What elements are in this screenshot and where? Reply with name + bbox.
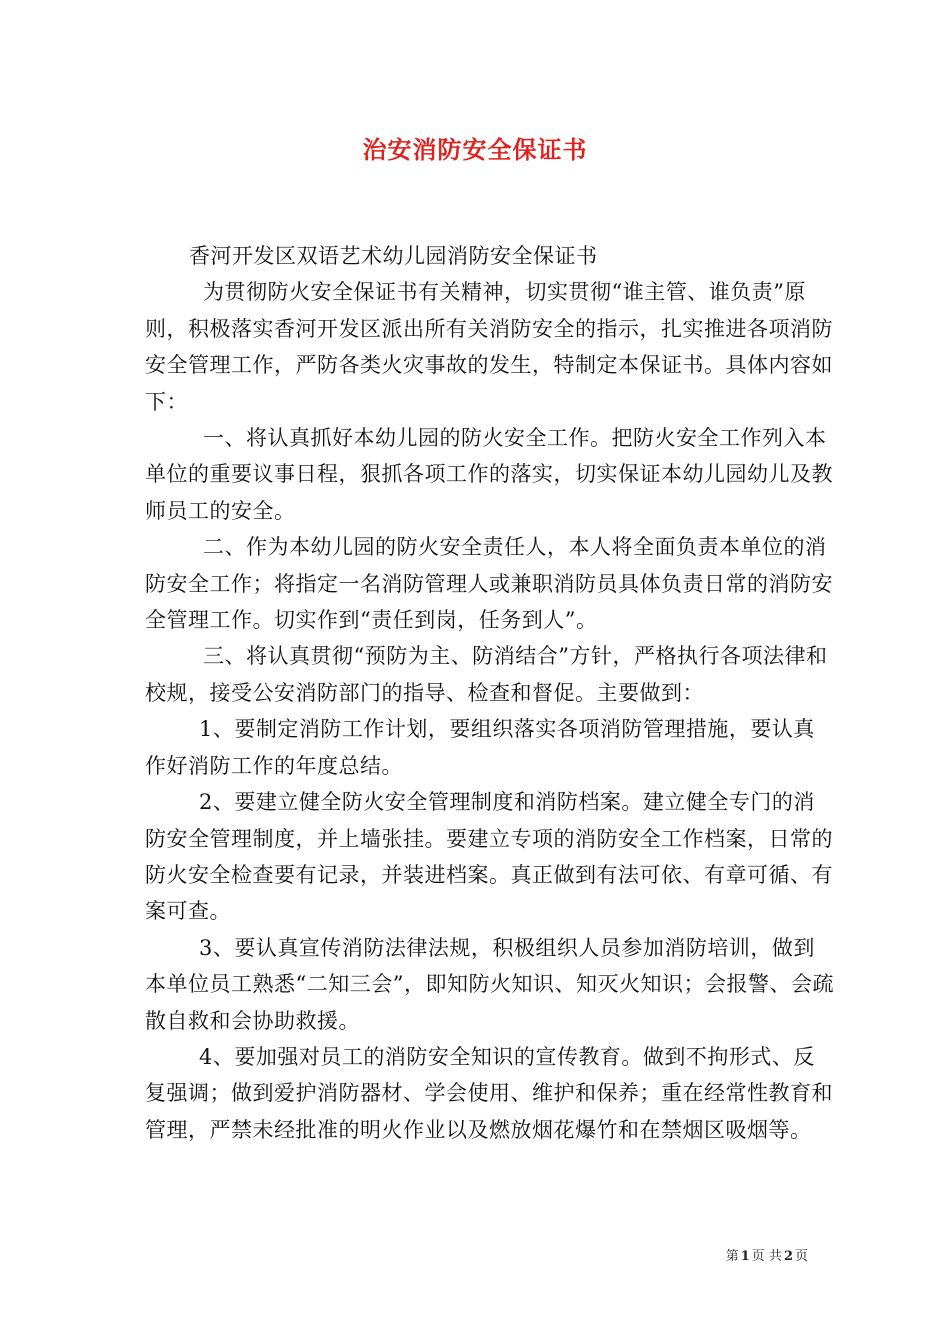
footer-prefix: 第 [725,1249,739,1264]
document-title: 治安消防安全保证书 [362,135,588,164]
paragraph-subitem-1: 1、要制定消防工作计划，要组织落实各项消防管理措施，要认真作好消防工作的年度总结。 [145,717,815,778]
paragraph-intro: 为贯彻防火安全保证书有关精神，切实贯彻“谁主管、谁负责”原则，积极落实香河开发区派出所有关消防安全的指示，扎实推进各项消防安全管理工作，严防各类火灾事故的发生，特制定本保证书。具体内容如下： [145,280,833,414]
paragraph-subitem-2: 2、要建立健全防火安全管理制度和消防档案。建立健全专门的消防安全管理制度，并上墙张挂。要建立专项的消防安全工作档案，日常的防火安全检查要有记录，并装进档案。真正做到有法可依、有章可循、有案可查。 [145,790,833,924]
page-footer [0,1248,808,1266]
footer-total-pages: 2 [783,1249,793,1264]
footer-middle: 页 共 [751,1249,782,1264]
paragraph-item-2: 二、作为本幼儿园的防火安全责任人，本人将全面负责本单位的消防安全工作；将指定一名消防管理人或兼职消防员具体负责日常的消防安全管理工作。切实作到“责任到岗，任务到人”。 [145,535,833,633]
document-subtitle: 香河开发区双语艺术幼儿园消防安全保证书 [189,244,598,268]
paragraph-item-1: 一、将认真抓好本幼儿园的防火安全工作。把防火安全工作列入本单位的重要议事日程，狠抓各项工作的落实，切实保证本幼儿园幼儿及教师员工的安全。 [145,426,833,523]
footer-current-page: 1 [740,1249,750,1264]
paragraph-subitem-3: 3、要认真宣传消防法律法规，积极组织人员参加消防培训，做到本单位员工熟悉“二知三会”，即知防火知识、知灭火知识；会报警、会疏散自救和会协助救援。 [145,935,834,1033]
paragraph-subitem-4: 4、要加强对员工的消防安全知识的宣传教育。做到不拘形式、反复强调；做到爱护消防器材、学会使用、维护和保养；重在经常性教育和管理，严禁未经批准的明火作业以及燃放烟花爆竹和在禁烟区吸烟等。 [145,1044,833,1142]
paragraph-item-3: 三、将认真贯彻“预防为主、防消结合”方针，严格执行各项法律和校规，接受公安消防部门的指导、检查和督促。主要做到： [145,644,828,705]
footer-suffix: 页 [794,1249,808,1264]
document-body [145,238,835,1148]
